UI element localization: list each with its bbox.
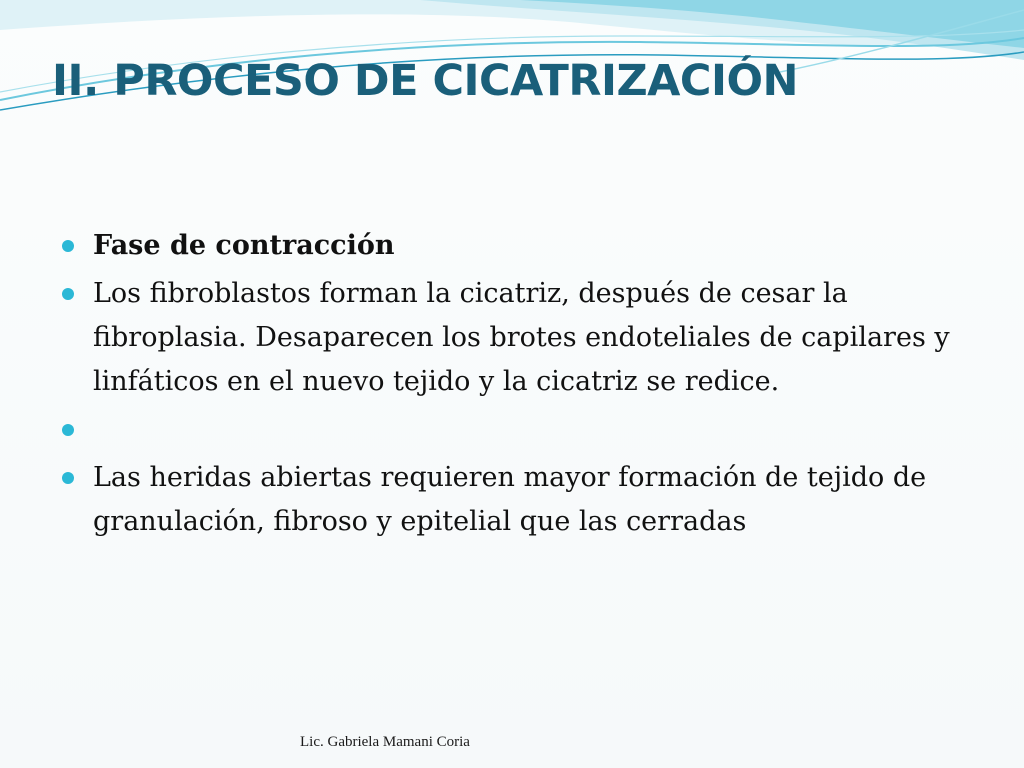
bullet-item <box>62 408 962 452</box>
footer-author: Lic. Gabriela Mamani Coria <box>300 734 470 750</box>
bullet-list <box>62 224 962 548</box>
bullet-text: Las heridas abiertas requieren mayor formación de tejido de granulación, fibroso y epitelial que las cerradas <box>93 462 927 537</box>
bullet-dot-icon <box>62 288 74 300</box>
bullet-dot-icon <box>62 240 74 252</box>
bullet-item <box>62 272 962 404</box>
bullet-item <box>62 224 962 268</box>
bullet-item <box>62 456 962 544</box>
slide-title: II. PROCESO DE CICATRIZACIÓN <box>52 56 798 106</box>
bullet-dot-icon <box>62 424 74 436</box>
bullet-text: Los fibroblastos forman la cicatriz, después de cesar la fibroplasia. Desaparecen los brotes endoteliales de capilares y linfáticos en el nuevo tejido y la cicatriz se redice. <box>93 278 950 397</box>
bullet-dot-icon <box>62 472 74 484</box>
bullet-text: Fase de contracción <box>93 230 395 261</box>
